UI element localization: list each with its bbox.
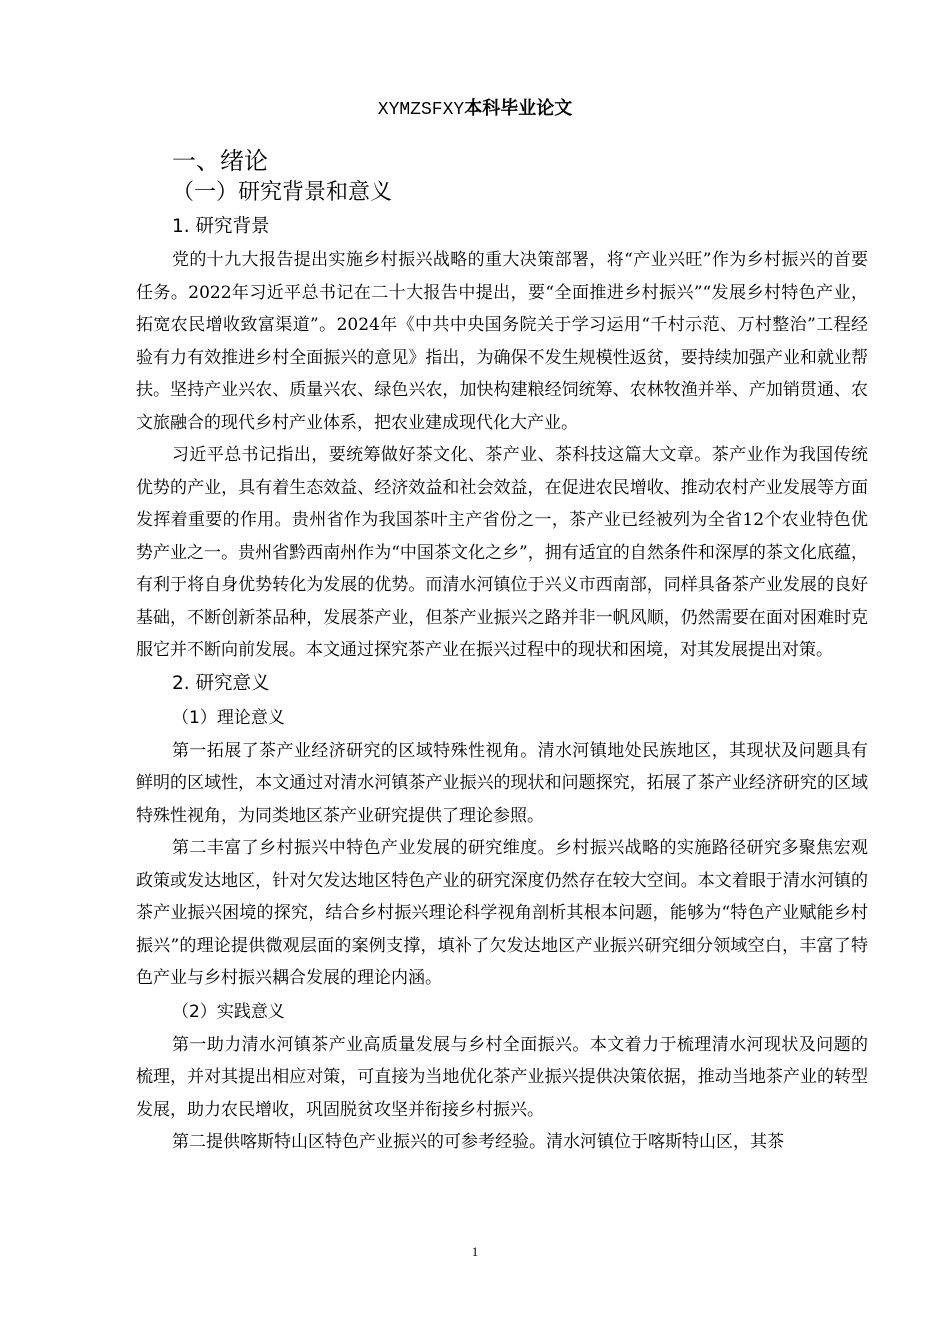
paragraph: 第一助力清水河镇茶产业高质量发展与乡村全面振兴。本文着力于梳理清水河现状及问题的梳理，并对其提出相应对策，可直接为当地优化茶产业振兴提供决策依据，推动当地茶产业的转型发展，助力农民增收，巩固脱贫攻坚并衔接乡村振兴。 — [136, 1034, 868, 1120]
paragraph: 第一拓展了茶产业经济研究的区域特殊性视角。清水河镇地处民族地区，其现状及问题具有鲜明的区域性，本文通过对清水河镇茶产业振兴的现状和问题探究，拓展了茶产业经济研究的区域特殊性视角，为同类地区茶产业研究提供了理论参照。 — [136, 740, 868, 826]
header-title: 本科毕业论文 — [464, 98, 573, 119]
paragraph: 习近平总书记指出，要统筹做好茶文化、茶产业、茶科技这篇大文章。茶产业作为我国传统优势的产业，具有着生态效益、经济效益和社会效益，在促进农民增收、推动农村产业发展等方面发挥着重要的作用。贵州省作为我国茶叶主产省份之一，茶产业已经被列为全省12个农业特色优势产业之一。贵州省黔西南州作为“中国茶文化之乡”，拥有适宜的自然条件和深厚的茶文化底蕴，有利于将自身优势转化为发展的优势。而清水河镇位于兴义市西南部，同样具备茶产业发展的良好基础，不断创新茶品种，发展茶产业，但茶产业振兴之路并非一帆风顺，仍然需要在面对困难时克服它并不断向前发展。本文通过探究茶产业在振兴过程中的现状和困境，对其发展提出对策。 — [136, 445, 868, 660]
document-body — [136, 146, 868, 1159]
subsection-heading-background: 1. 研究背景 — [172, 216, 270, 237]
section-heading: （一）研究背景和意义 — [172, 180, 393, 205]
page-number: 1 — [471, 1244, 479, 1259]
paragraph: 党的十九大报告提出实施乡村振兴战略的重大决策部署，将“产业兴旺”作为乡村振兴的首要任务。2022年习近平总书记在二十大报告中提出，要“全面推进乡村振兴”“发展乡村特色产业，拓宽农民增收致富渠道”。2024年《中共中央国务院关于学习运用“千村示范、万村整治”工程经验有力有效推进乡村全面振兴的意见》指出，为确保不发生规模性返贫，要持续加强产业和就业帮扶。坚持产业兴农、质量兴农、绿色兴农，加快构建粮经饲统筹、农林牧渔并举、产加销贯通、农文旅融合的现代乡村产业体系，把农业建成现代化大产业。 — [136, 250, 868, 433]
practice-significance-heading: （2）实践意义 — [172, 1001, 285, 1022]
theory-significance-heading: （1）理论意义 — [172, 707, 285, 728]
chapter-heading: 一、绪论 — [172, 147, 268, 175]
paragraph: 第二丰富了乡村振兴中特色产业发展的研究维度。乡村振兴战略的实施路径研究多聚焦宏观政策或发达地区，针对欠发达地区特色产业的研究深度仍然存在较大空间。本文着眼于清水河镇的茶产业振兴困境的探究，结合乡村振兴理论科学视角剖析其根本问题，能够为“特色产业赋能乡村振兴”的理论提供微观层面的案例支撑，填补了欠发达地区产业振兴研究细分领域空白，丰富了特色产业与乡村振兴耦合发展的理论内涵。 — [136, 838, 868, 988]
header-code: XYMZSFXY — [377, 100, 465, 120]
subsection-heading-significance: 2. 研究意义 — [172, 672, 270, 694]
paragraph: 第二提供喀斯特山区特色产业振兴的可参考经验。清水河镇位于喀斯特山区，其茶 — [172, 1132, 784, 1152]
page-header — [0, 96, 950, 123]
